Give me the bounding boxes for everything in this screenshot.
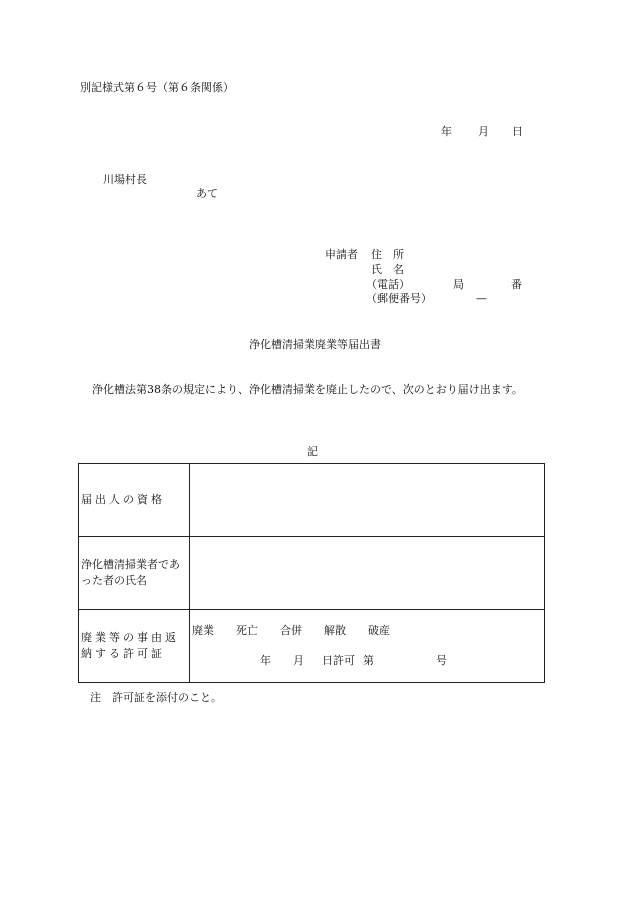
phone-number-label: 番 [511,278,522,291]
permit-line [192,653,542,669]
document-title: 浄化槽清掃業廃業等届出書 [249,338,381,351]
table-row [79,464,545,537]
table-row [79,610,545,683]
permit-date-label: 日許可 [322,654,355,667]
phone-label: （電話） [366,278,410,291]
date-year-label: 年 [441,125,452,138]
reason-option-death[interactable]: 死亡 [236,624,258,637]
detail-table [78,463,545,683]
applicant-qualification-field[interactable] [190,464,545,537]
reason-returned-permit-field[interactable] [190,610,545,683]
permit-go-label: 号 [436,654,447,667]
reason-option-merger[interactable]: 合併 [280,624,302,637]
body-text: 浄化槽法第38条の規定により、浄化槽清掃業を廃止したので、次のとおり届け出ます。 [92,383,523,396]
note: 注 許可証を添付のこと。 [90,691,222,704]
reason-options [192,623,542,639]
reason-option-dissolution[interactable]: 解散 [324,624,346,637]
applicant-label: 申請者 [325,248,358,261]
permit-year-label: 年 [260,654,271,667]
date-day-label: 日 [512,125,523,138]
addressee-suffix: あて [196,187,218,200]
form-number: 別記様式第６号（第６条関係） [80,81,234,94]
permit-month-label: 月 [293,654,304,667]
reason-option-abolition[interactable]: 廃業 [192,624,214,637]
former-operator-name-field[interactable] [190,537,545,610]
ki-label: 記 [307,445,318,458]
phone-bureau-label: 局 [453,278,464,291]
name-label: 氏 名 [371,263,404,276]
postal-code-label: （郵便番号） [366,292,432,305]
postal-code-dash: — [476,292,487,305]
addressee-name: 川場村長 [103,173,147,186]
reason-option-bankruptcy[interactable]: 破産 [368,624,390,637]
former-operator-name-label: 浄化槽清掃業者であった者の氏名 [79,537,190,610]
table-row [79,537,545,610]
permit-dai-label: 第 [363,654,374,667]
reason-returned-permit-label: 廃業等の事由返納する許可証 [79,610,190,683]
address-label: 住 所 [371,248,404,261]
applicant-qualification-label: 届出人の資格 [79,464,190,537]
date-month-label: 月 [478,125,489,138]
